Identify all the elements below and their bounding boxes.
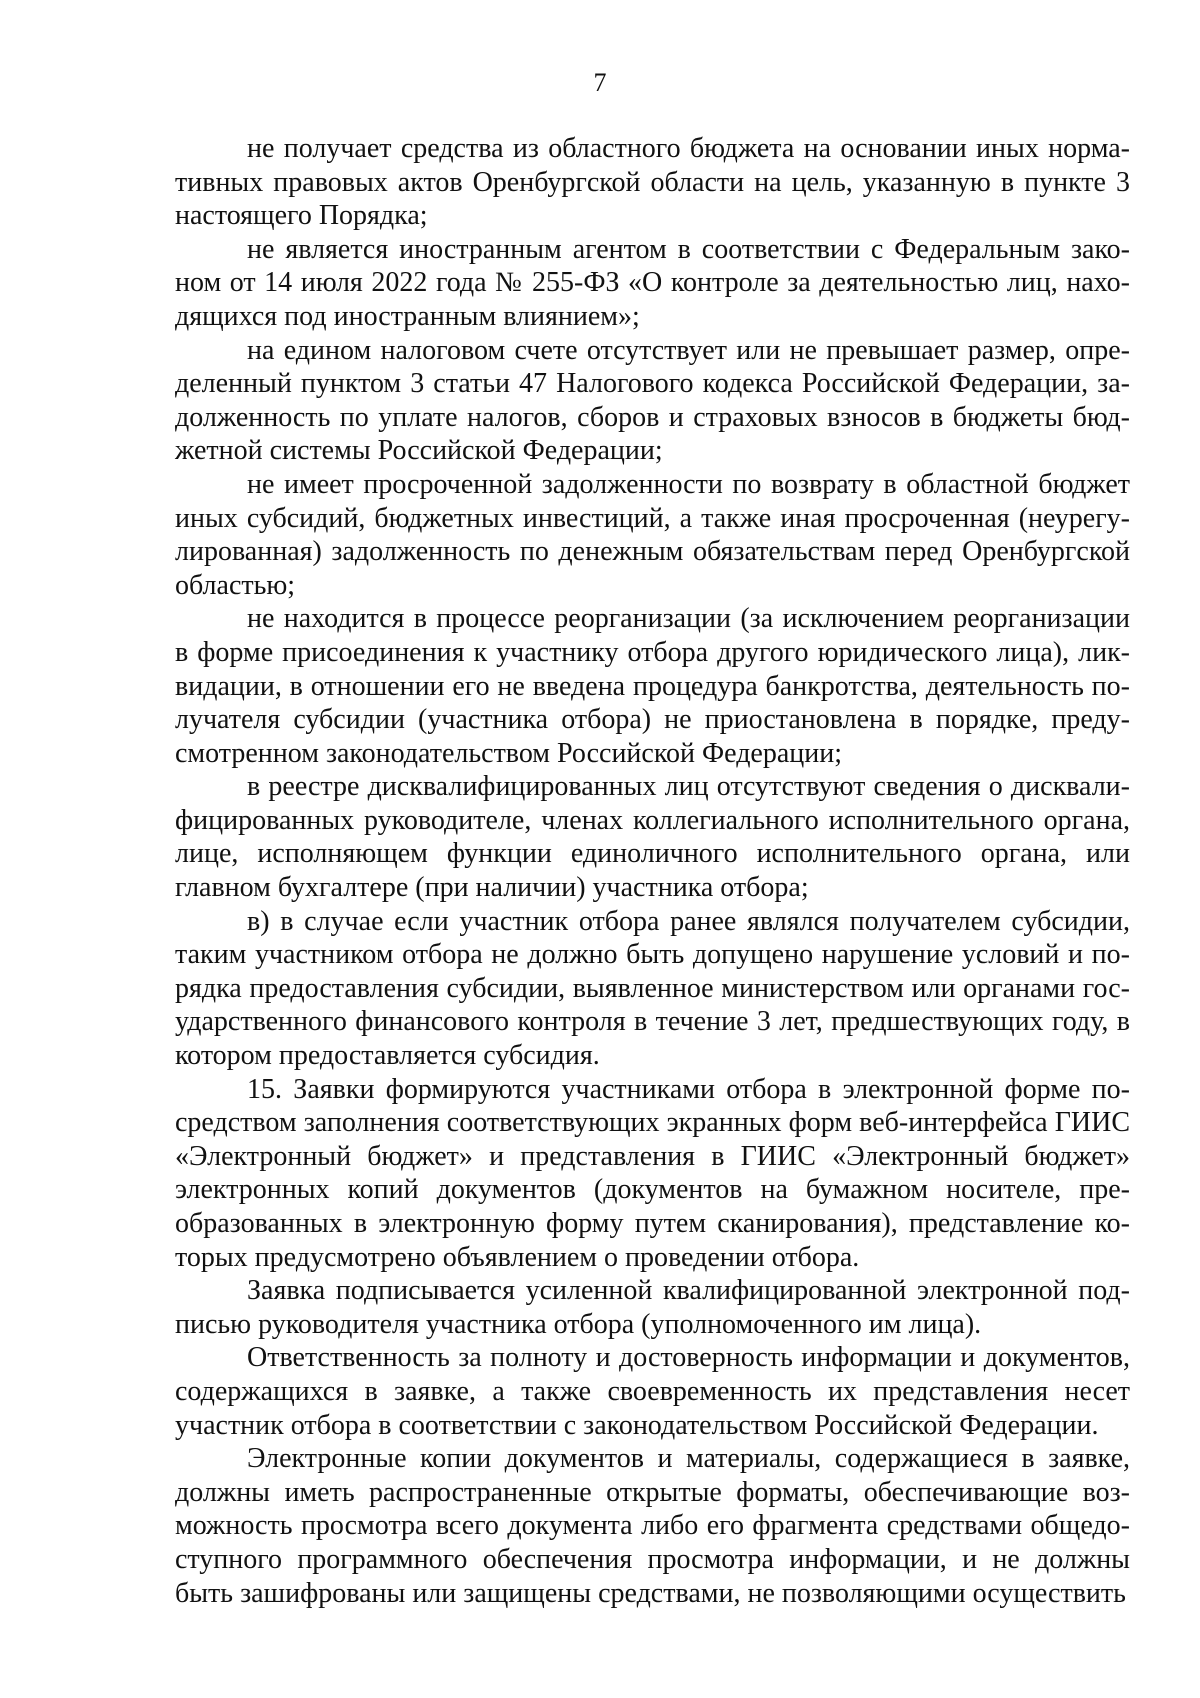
document-body — [175, 132, 1130, 1610]
paragraph-11: Электронные копии документов и материалы, содержащиеся в заявке, должны иметь распространенные открытые форматы, обеспечивающие возможность просмотра всего документа либо его фрагмента средствами общедоступного программного обеспечения просмотра информации, и не должны быть зашифрованы или защищены средствами, не позволяющими осуществить — [175, 1443, 1130, 1609]
paragraph-7: в) в случае если участник отбора ранее являлся получателем субсидии, таким участником отбора не должно быть допущено нарушение условий и порядка предоставления субсидии, выявленное министерством или органами государственного финансового контроля в течение 3 лет, предшествующих году, в котором предоставляется субсидия. — [175, 905, 1130, 1072]
paragraph-4: не имеет просроченной задолженности по возврату в областной бюджет иных субсидий, бюджетных инвестиций, а также иная просроченная (неурегулированная) задолженность по денежным обязательствам перед Оренбургской областью; — [175, 468, 1130, 601]
paragraph-1: не получает средства из областного бюджета на основании иных нормативных правовых актов Оренбургской области на цель, указанную в пункте 3 настоящего Порядка; — [175, 133, 1130, 232]
paragraph-3: на едином налоговом счете отсутствует или не превышает размер, определенный пунктом 3 статьи 47 Налогового кодекса Российской Федерации, задолженность по уплате налогов, сборов и страховых взносов в бюджеты бюджетной системы Российской Федерации; — [175, 334, 1130, 467]
page-number: 7 — [593, 68, 607, 97]
paragraph-10: Ответственность за полноту и достоверность информации и документов, содержащихся в заявке, а также своевременность их представления несет участник отбора в соответствии с законодательством Российской Федерации. — [175, 1342, 1130, 1441]
paragraph-6: в реестре дисквалифицированных лиц отсутствуют сведения о дисквалифицированных руководителе, членах коллегиального исполнительного органа, лице, исполняющем функции единоличного исполнительного органа, или главном бухгалтере (при наличии) участника отбора; — [175, 771, 1130, 904]
paragraph-9: Заявка подписывается усиленной квалифицированной электронной подписью руководителя участника отбора (уполномоченного им лица). — [175, 1275, 1130, 1340]
paragraph-8: 15. Заявки формируются участниками отбора в электронной форме посредством заполнения соответствующих экранных форм веб-интерфейса ГИИС «Электронный бюджет» и представления в ГИИС «Электронный бюджет» электронных копий документов (документов на бумажном носителе, преобразованных в электронную форму путем сканирования), представление которых предусмотрено объявлением о проведении отбора. — [175, 1073, 1130, 1273]
paragraph-2: не является иностранным агентом в соответствии с Федеральным законом от 14 июля 2022 года № 255-ФЗ «О контроле за деятельностью лиц, находящихся под иностранным влиянием»; — [175, 233, 1130, 332]
paragraph-5: не находится в процессе реорганизации (за исключением реорганизации в форме присоединения к участнику отбора другого юридического лица), ликвидации, в отношении его не введена процедура банкротства, деятельность получателя субсидии (участника отбора) не приостановлена в порядке, предусмотренном законодательством Российской Федерации; — [175, 603, 1130, 769]
